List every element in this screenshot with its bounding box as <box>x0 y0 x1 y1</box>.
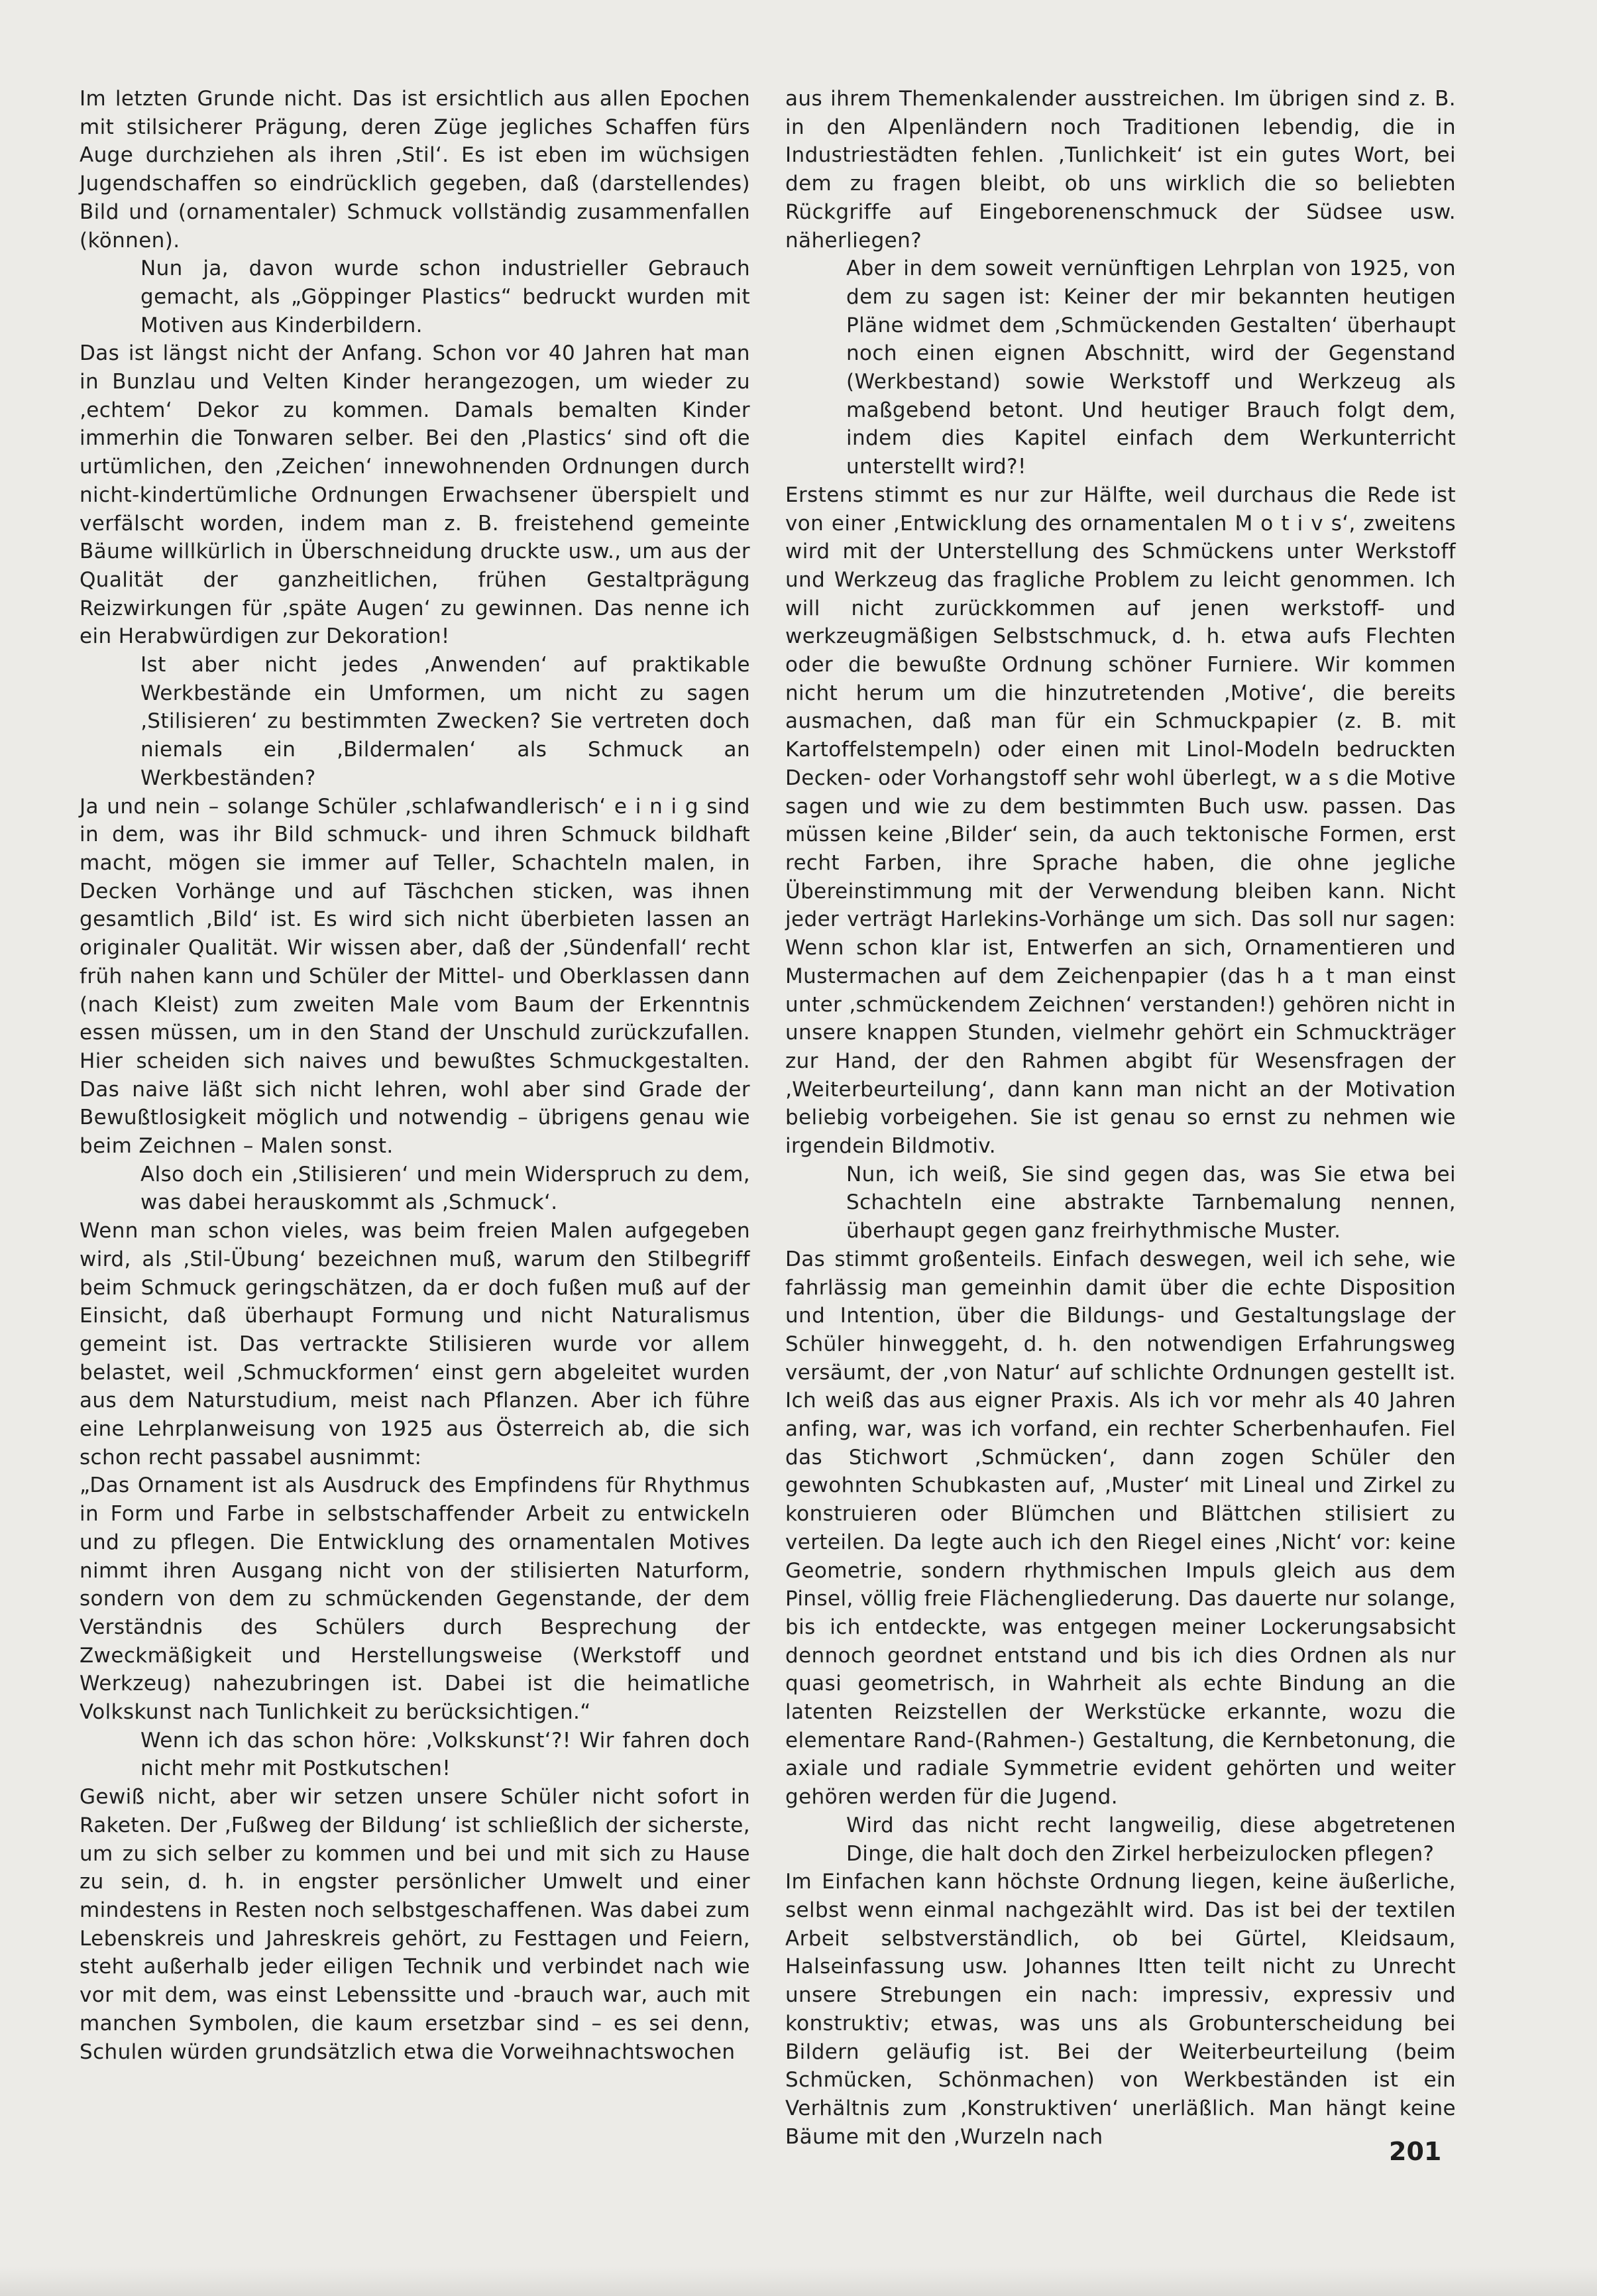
paragraph: Gewiß nicht, aber wir setzen unsere Schüler nicht sofort in Raketen. Der ‚Fußweg der Bildung‘ ist schließlich der sicherste, um zu sich selber zu kommen und bei und mit sich zu Hause zu sein, d. h. in engster persönlicher Umwelt und einer mindestens in Resten noch selbstgeschaffenen. Was dabei zum Lebenskreis und Jahreskreis gehört, zu Festtagen und Feiern, steht außerhalb jeder eiligen Technik und verbindet nach wie vor mit dem, was einst Lebenssitte und -brauch war, auch mit manchen Symbolen, die kaum ersetzbar sind – es sei denn, Schulen würden grundsätzlich etwa die Vorweihnachtswochen <box>80 1785 750 2064</box>
paragraph: Im letzten Grunde nicht. Das ist ersichtlich aus allen Epochen mit stilsicherer Prägung, deren Züge jegliches Schaffen fürs Auge durchziehen als ihren ‚Stil‘. Es ist eben im wüchsigen Jugendschaffen so eindrücklich gegeben, daß (darstellendes) Bild und (ornamentaler) Schmuck vollständig zusammenfallen (können). <box>80 87 750 253</box>
question-paragraph: Also doch ein ‚Stilisieren‘ und mein Widerspruch zu dem, was dabei herauskommt als ‚Schmuck‘. <box>140 1162 750 1215</box>
question-paragraph: Ist aber nicht jedes ‚Anwenden‘ auf praktikable Werkbestände ein Umformen, um nicht zu sagen ‚Stilisieren‘ zu bestimmten Zwecken? Sie vertreten doch niemals ein ‚Bildermalen‘ als Schmuck an Werkbeständen? <box>140 653 750 790</box>
quote-paragraph: „Das Ornament ist als Ausdruck des Empfindens für Rhythmus in Form und Farbe in selbstschaffender Arbeit zu entwickeln und zu pflegen. Die Entwicklung des ornamentalen Motives nimmt ihren Ausgang nicht von der stilisierten Naturform, sondern von dem zu schmückenden Gegenstande, der dem Verständnis des Schülers durch Besprechung der Zweckmäßigkeit und Herstellungsweise (Werkstoff und Werkzeug) nahezubringen ist. Dabei ist die heimatliche Volkskunst nach Tunlichkeit zu berücksichtigen.“ <box>80 1473 750 1725</box>
right-column <box>785 85 1456 2151</box>
question-paragraph: Nun, ich weiß, Sie sind gegen das, was Sie etwa bei Schachteln eine abstrakte Tarnbemalung nennen, überhaupt gegen ganz freirhythmische Muster. <box>846 1162 1456 1243</box>
paragraph: Ja und nein – solange Schüler ‚schlafwandlerisch‘ e i n i g sind in dem, was ihr Bild schmuck- und ihren Schmuck bildhaft macht, mögen sie immer auf Teller, Schachteln malen, in Decken Vorhänge und auf Täschchen sticken, was ihnen gesamtlich ‚Bild‘ ist. Es wird sich nicht überbieten lassen an originaler Qualität. Wir wissen aber, daß der ‚Sündenfall‘ recht früh nahen kann und Schüler der Mittel- und Oberklassen dann (nach Kleist) zum zweiten Male vom Baum der Erkenntnis essen müssen, um in den Stand der Unschuld zurückzufallen. Hier scheiden sich naives und bewußtes Schmuckgestalten. Das naive läßt sich nicht lehren, wohl aber sind Grade der Bewußtlosigkeit möglich und notwendig – übrigens genau wie beim Zeichnen – Malen sonst. <box>80 794 750 1159</box>
paragraph: Im Einfachen kann höchste Ordnung liegen, keine äußerliche, selbst wenn einmal nachgezählt wird. Das ist bei der textilen Arbeit selbstverständlich, ob bei Gürtel, Kleidsaum, Halseinfassung usw. Johannes Itten teilt nicht zu Unrecht unsere Strebungen ein nach: impressiv, expressiv und konstruktiv; etwas, was uns als Grobunterscheidung bei Bildern geläufig ist. Bei der Weiterbeurteilung (beim Schmücken, Schönmachen) von Werkbeständen ist ein Verhältnis zum ‚Konstruktiven‘ unerläßlich. Man hängt keine Bäume mit den ‚Wurzeln nach <box>785 1870 1456 2149</box>
paragraph: Das stimmt großenteils. Einfach deswegen, weil ich sehe, wie fahrlässig man gemeinhin damit über die echte Disposition und Intention, über die Bildungs- und Gestaltungslage der Schüler hinweggeht, d. h. den notwendigen Erfahrungsweg versäumt, der ‚von Natur‘ auf schlichte Ordnungen gestellt ist. Ich weiß das aus eigner Praxis. Als ich vor mehr als 40 Jahren anfing, war, was ich vorfand, ein rechter Scherbenhaufen. Fiel das Stichwort ‚Schmücken‘, dann zogen Schüler den gewohnten Schubkasten auf, ‚Muster‘ mit Lineal und Zirkel zu konstruieren oder Blümchen und Blättchen stilisiert zu verteilen. Da legte auch ich den Riegel eines ‚Nicht‘ vor: keine Geometrie, sondern rhythmischen Impuls gleich aus dem Pinsel, völlig freie Flächengliederung. Das dauerte nur solange, bis ich entdeckte, was entgegen meiner Lockerungsabsicht dennoch geordnet entstand und bis ich dies Ordnen als nur quasi geometrisch, in Wahrheit als echte Bindung an die latenten Reizstellen der Werkstücke erkannte, wozu die elementare Rand-(Rahmen-) Gestaltung, die Kernbetonung, die axiale und radiale Symmetrie evident gehörten und weiter gehören werden für die Jugend. <box>785 1247 1456 1809</box>
paragraph: Erstens stimmt es nur zur Hälfte, weil durchaus die Rede ist von einer ‚Entwicklung des ornamentalen M o t i v s‘, zweitens wird mit der Unterstellung des Schmückens unter Werkstoff und Werkzeug das fragliche Problem zu leicht genommen. Ich will nicht zurückkommen auf jenen werkstoff- und werkzeugmäßigen Selbstschmuck, d. h. etwa aufs Flechten oder die bewußte Ordnung schöner Furniere. Wir kommen nicht herum um die hinzutretenden ‚Motive‘, die bereits ausmachen, daß man für ein Schmuckpapier (z. B. mit Kartoffelstempeln) oder einen mit Linol-Modeln bedruckten Decken- oder Vorhangstoff sehr wohl überlegt, w a s die Motive sagen und wie zu dem bestimmten Buch usw. passen. Das müssen keine ‚Bilder‘ sein, da auch tektonische Formen, erst recht Farben, ihre Sprache haben, die ohne jegliche Übereinstimmung mit der Verwendung bleiben kann. Nicht jeder verträgt Harlekins-Vorhänge um sich. Das soll nur sagen: Wenn schon klar ist, Entwerfen an sich, Ornamentieren und Mustermachen auf dem Zeichenpapier (das h a t man einst unter ‚schmückendem Zeichnen‘ verstanden!) gehören nicht in unsere knappen Stunden, vielmehr gehört ein Schmuckträger zur Hand, der den Rahmen abgibt für Wesensfragen der ‚Weiterbeurteilung‘, dann kann man nicht an der Motivation beliebig vorbeigehen. Sie ist genau so ernst zu nehmen wie irgendein Bildmotiv. <box>785 483 1456 1159</box>
question-paragraph: Wird das nicht recht langweilig, diese abgetretenen Dinge, die halt doch den Zirkel herbeizulocken pflegen? <box>846 1813 1456 1866</box>
page-edge <box>0 2267 1597 2296</box>
question-paragraph: Wenn ich das schon höre: ‚Volkskunst‘?! Wir fahren doch nicht mehr mit Postkutschen! <box>140 1728 750 1781</box>
question-paragraph: Nun ja, davon wurde schon industrieller Gebrauch gemacht, als „Göppinger Plastics“ bedruckt wurden mit Motiven aus Kinderbildern. <box>140 257 750 337</box>
left-column <box>80 85 750 2066</box>
paragraph: Wenn man schon vieles, was beim freien Malen aufgegeben wird, als ‚Stil-Übung‘ bezeichnen muß, warum den Stilbegriff beim Schmuck geringschätzen, da er doch fußen muß auf der Einsicht, daß überhaupt Formung und nicht Naturalismus gemeint ist. Das vertrackte Stilisieren wurde vor allem belastet, weil ‚Schmuckformen‘ einst gern abgeleitet wurden aus dem Naturstudium, meist nach Pflanzen. Aber ich führe eine Lehrplanweisung von 1925 aus Österreich ab, die sich schon recht passabel ausnimmt: <box>80 1219 750 1469</box>
question-paragraph: Aber in dem soweit vernünftigen Lehrplan von 1925, von dem zu sagen ist: Keiner der mir bekannten heutigen Pläne widmet dem ‚Schmückenden Gestalten‘ überhaupt noch einen eignen Abschnitt, wird der Gegenstand (Werkbestand) sowie Werkstoff und Werkzeug als maßgebend betont. Und heutiger Brauch folgt dem, indem dies Kapitel einfach dem Werkunterricht unterstellt wird?! <box>846 257 1456 479</box>
paragraph: Das ist längst nicht der Anfang. Schon vor 40 Jahren hat man in Bunzlau und Velten Kinder herangezogen, um wieder zu ‚echtem‘ Dekor zu kommen. Damals bemalten Kinder immerhin die Tonwaren selber. Bei den ‚Plastics‘ sind oft die urtümlichen, den ‚Zeichen‘ innewohnenden Ordnungen durch nicht-kindertümliche Ordnungen Erwachsener überspielt und verfälscht worden, indem man z. B. freistehend gemeinte Bäume willkürlich in Überschneidung druckte usw., um aus der Qualität der ganzheitlichen, frühen Gestaltprägung Reizwirkungen für ‚späte Augen‘ zu gewinnen. Das nenne ich ein Herabwürdigen zur Dekoration! <box>80 341 750 649</box>
page-number: 201 <box>1389 2137 1442 2166</box>
paragraph: aus ihrem Themenkalender ausstreichen. Im übrigen sind z. B. in den Alpenländern noch Traditionen lebendig, die in Industriestädten fehlen. ‚Tunlichkeit‘ ist ein gutes Wort, bei dem zu fragen bleibt, ob uns wirklich die so beliebten Rückgriffe auf Eingeborenenschmuck der Südsee usw. näherliegen? <box>785 87 1456 253</box>
